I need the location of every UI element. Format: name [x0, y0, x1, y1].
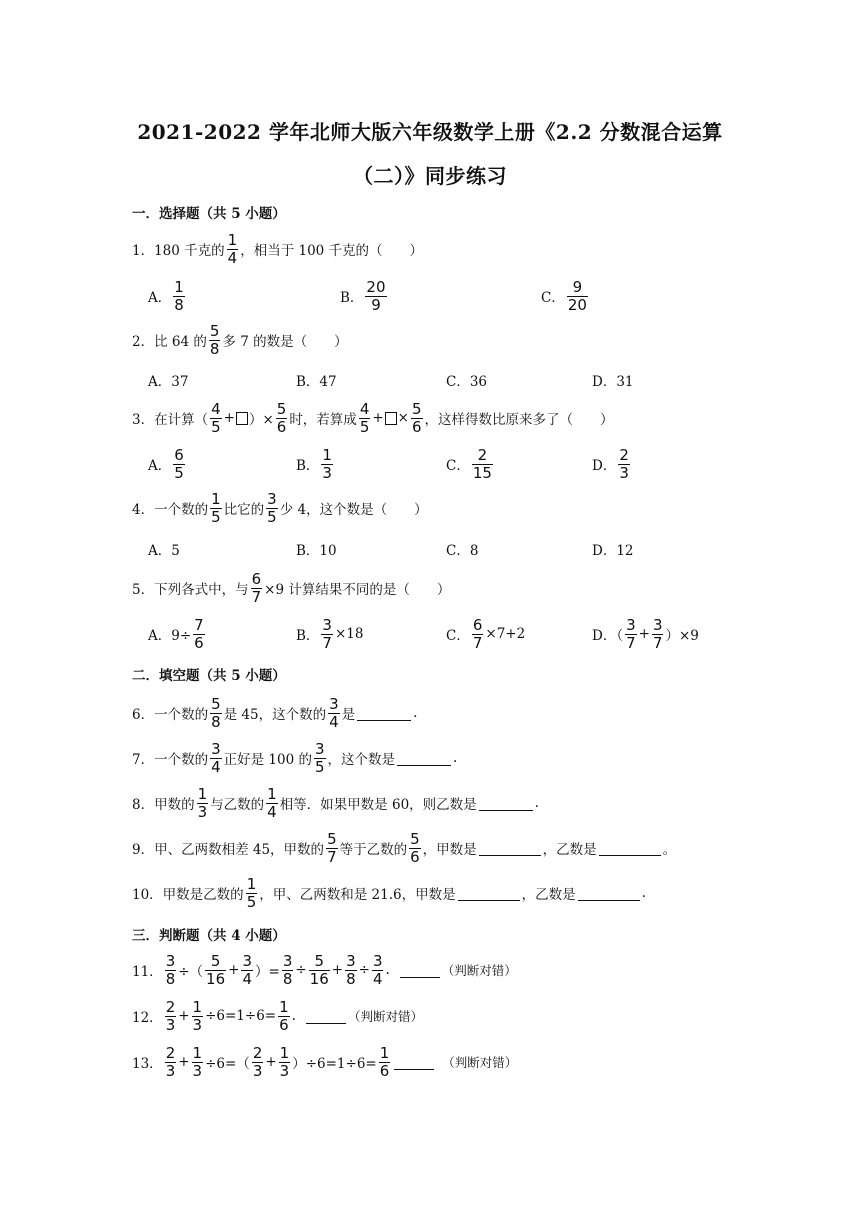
q2-option-b: B．47: [296, 374, 337, 390]
section-choice-heading: 一．选择题（共 5 小题）: [132, 206, 286, 222]
q2-option-a: A．37: [148, 374, 189, 390]
question-6: 6．一个数的 $\frac{5}{8}$ 是 45，这个数的 $\frac{3}{4}$ 是 .: [132, 694, 418, 731]
answer-blank[interactable]: [400, 963, 440, 978]
answer-blank[interactable]: [306, 1009, 346, 1024]
q4-option-b: B．10: [296, 543, 337, 559]
q1-fraction: $\frac{1}{4}$: [227, 230, 238, 267]
question-5: 5．下列各式中，与 $\frac{6}{7}$ ×9 计算结果不同的是（ ）: [132, 569, 451, 606]
q3-option-d: D． $\frac{2}{3}$: [592, 445, 629, 482]
blank-box: [385, 412, 397, 425]
blank-box: [236, 412, 248, 425]
q1-option-a: A． $\frac{1}{8}$: [148, 277, 184, 314]
question-11: 11． $\frac{3}{8}$ ÷（ $\frac{5}{16}$ + $\frac{3}{4}$ ）= $\frac{3}{8}$ ÷ $\frac{5}{16}$ + $\frac{3}{8}$ ÷ $\frac{3}{4}$ . （判断对错）: [132, 951, 517, 988]
answer-blank[interactable]: [394, 1055, 434, 1070]
question-3: 3．在计算（ $\frac{4}{5}$ + ）× $\frac{5}{6}$ 时，若算成 $\frac{4}{5}$ + × $\frac{5}{6}$ ，这样得数比原来多了（ ）: [132, 399, 614, 436]
question-13: 13． $\frac{2}{3}$ + $\frac{1}{3}$ ÷6=（ $\frac{2}{3}$ + $\frac{1}{3}$ ）÷6=1÷6= $\frac{1}{6}$ （判断对错）: [132, 1043, 518, 1080]
q5-option-a: A．9÷ $\frac{7}{6}$: [148, 615, 204, 652]
answer-blank[interactable]: [578, 886, 640, 901]
question-1: [132, 229, 423, 269]
q3-option-b: B． $\frac{1}{3}$: [296, 445, 332, 482]
q4-option-c: C．8: [446, 543, 479, 559]
question-10: 10．甲数是乙数的 $\frac{1}{5}$ ，甲、乙两数和是 21.6，甲数是 ，乙数是 .: [132, 874, 646, 911]
answer-blank[interactable]: [479, 841, 541, 856]
answer-blank[interactable]: [357, 706, 411, 721]
q4-option-a: A．5: [148, 543, 180, 559]
q2-option-d: D．31: [592, 374, 634, 390]
q1-text-b: ，相当于 100 千克的（ ）: [240, 243, 424, 259]
question-7: 7．一个数的 $\frac{3}{4}$ 正好是 100 的 $\frac{3}{5}$ ，这个数是 .: [132, 739, 458, 776]
answer-blank[interactable]: [397, 751, 451, 766]
q2-fraction: $\frac{5}{8}$: [209, 321, 220, 358]
q3-option-c: C． $\frac{2}{15}$: [446, 445, 492, 482]
page-title: 2021-2022 学年北师大版六年级数学上册《2.2 分数混合运算: [137, 120, 723, 144]
answer-blank[interactable]: [599, 841, 661, 856]
q1-text-a: 1．180 千克的: [132, 243, 225, 259]
q3-option-a: A． $\frac{6}{5}$: [148, 445, 184, 482]
answer-blank[interactable]: [458, 886, 520, 901]
q4-option-d: D．12: [592, 543, 634, 559]
section-fill-heading: 二．填空题（共 5 小题）: [132, 668, 286, 684]
question-12: 12． $\frac{2}{3}$ + $\frac{1}{3}$ ÷6=1÷6= $\frac{1}{6}$ . （判断对错）: [132, 997, 423, 1034]
q2-option-c: C．36: [446, 374, 488, 390]
q5-option-d: D．（ $\frac{3}{7}$ + $\frac{3}{7}$ ）×9: [592, 615, 699, 652]
question-2: 2．比 64 的 $\frac{5}{8}$ 多 7 的数是（ ）: [132, 321, 348, 358]
page-subtitle: （二）》同步练习: [353, 164, 507, 188]
question-4: 4．一个数的 $\frac{1}{5}$ 比它的 $\frac{3}{5}$ 少 4，这个数是（ ）: [132, 489, 428, 526]
answer-blank[interactable]: [479, 796, 533, 811]
question-9: 9．甲、乙两数相差 45，甲数的 $\frac{5}{7}$ 等于乙数的 $\frac{5}{6}$ ，甲数是 ，乙数是 。: [132, 829, 677, 866]
section-judge-heading: 三．判断题（共 4 小题）: [132, 928, 286, 944]
q5-option-c: C． $\frac{6}{7}$ ×7+2: [446, 615, 526, 652]
q5-option-b: B． $\frac{3}{7}$ ×18: [296, 615, 364, 652]
q1-option-b: B． $\frac{20}{9}$: [340, 277, 386, 314]
question-8: 8．甲数的 $\frac{1}{3}$ 与乙数的 $\frac{1}{4}$ 相等．如果甲数是 60，则乙数是 .: [132, 784, 539, 821]
q1-option-c: C． $\frac{9}{20}$: [541, 277, 587, 314]
